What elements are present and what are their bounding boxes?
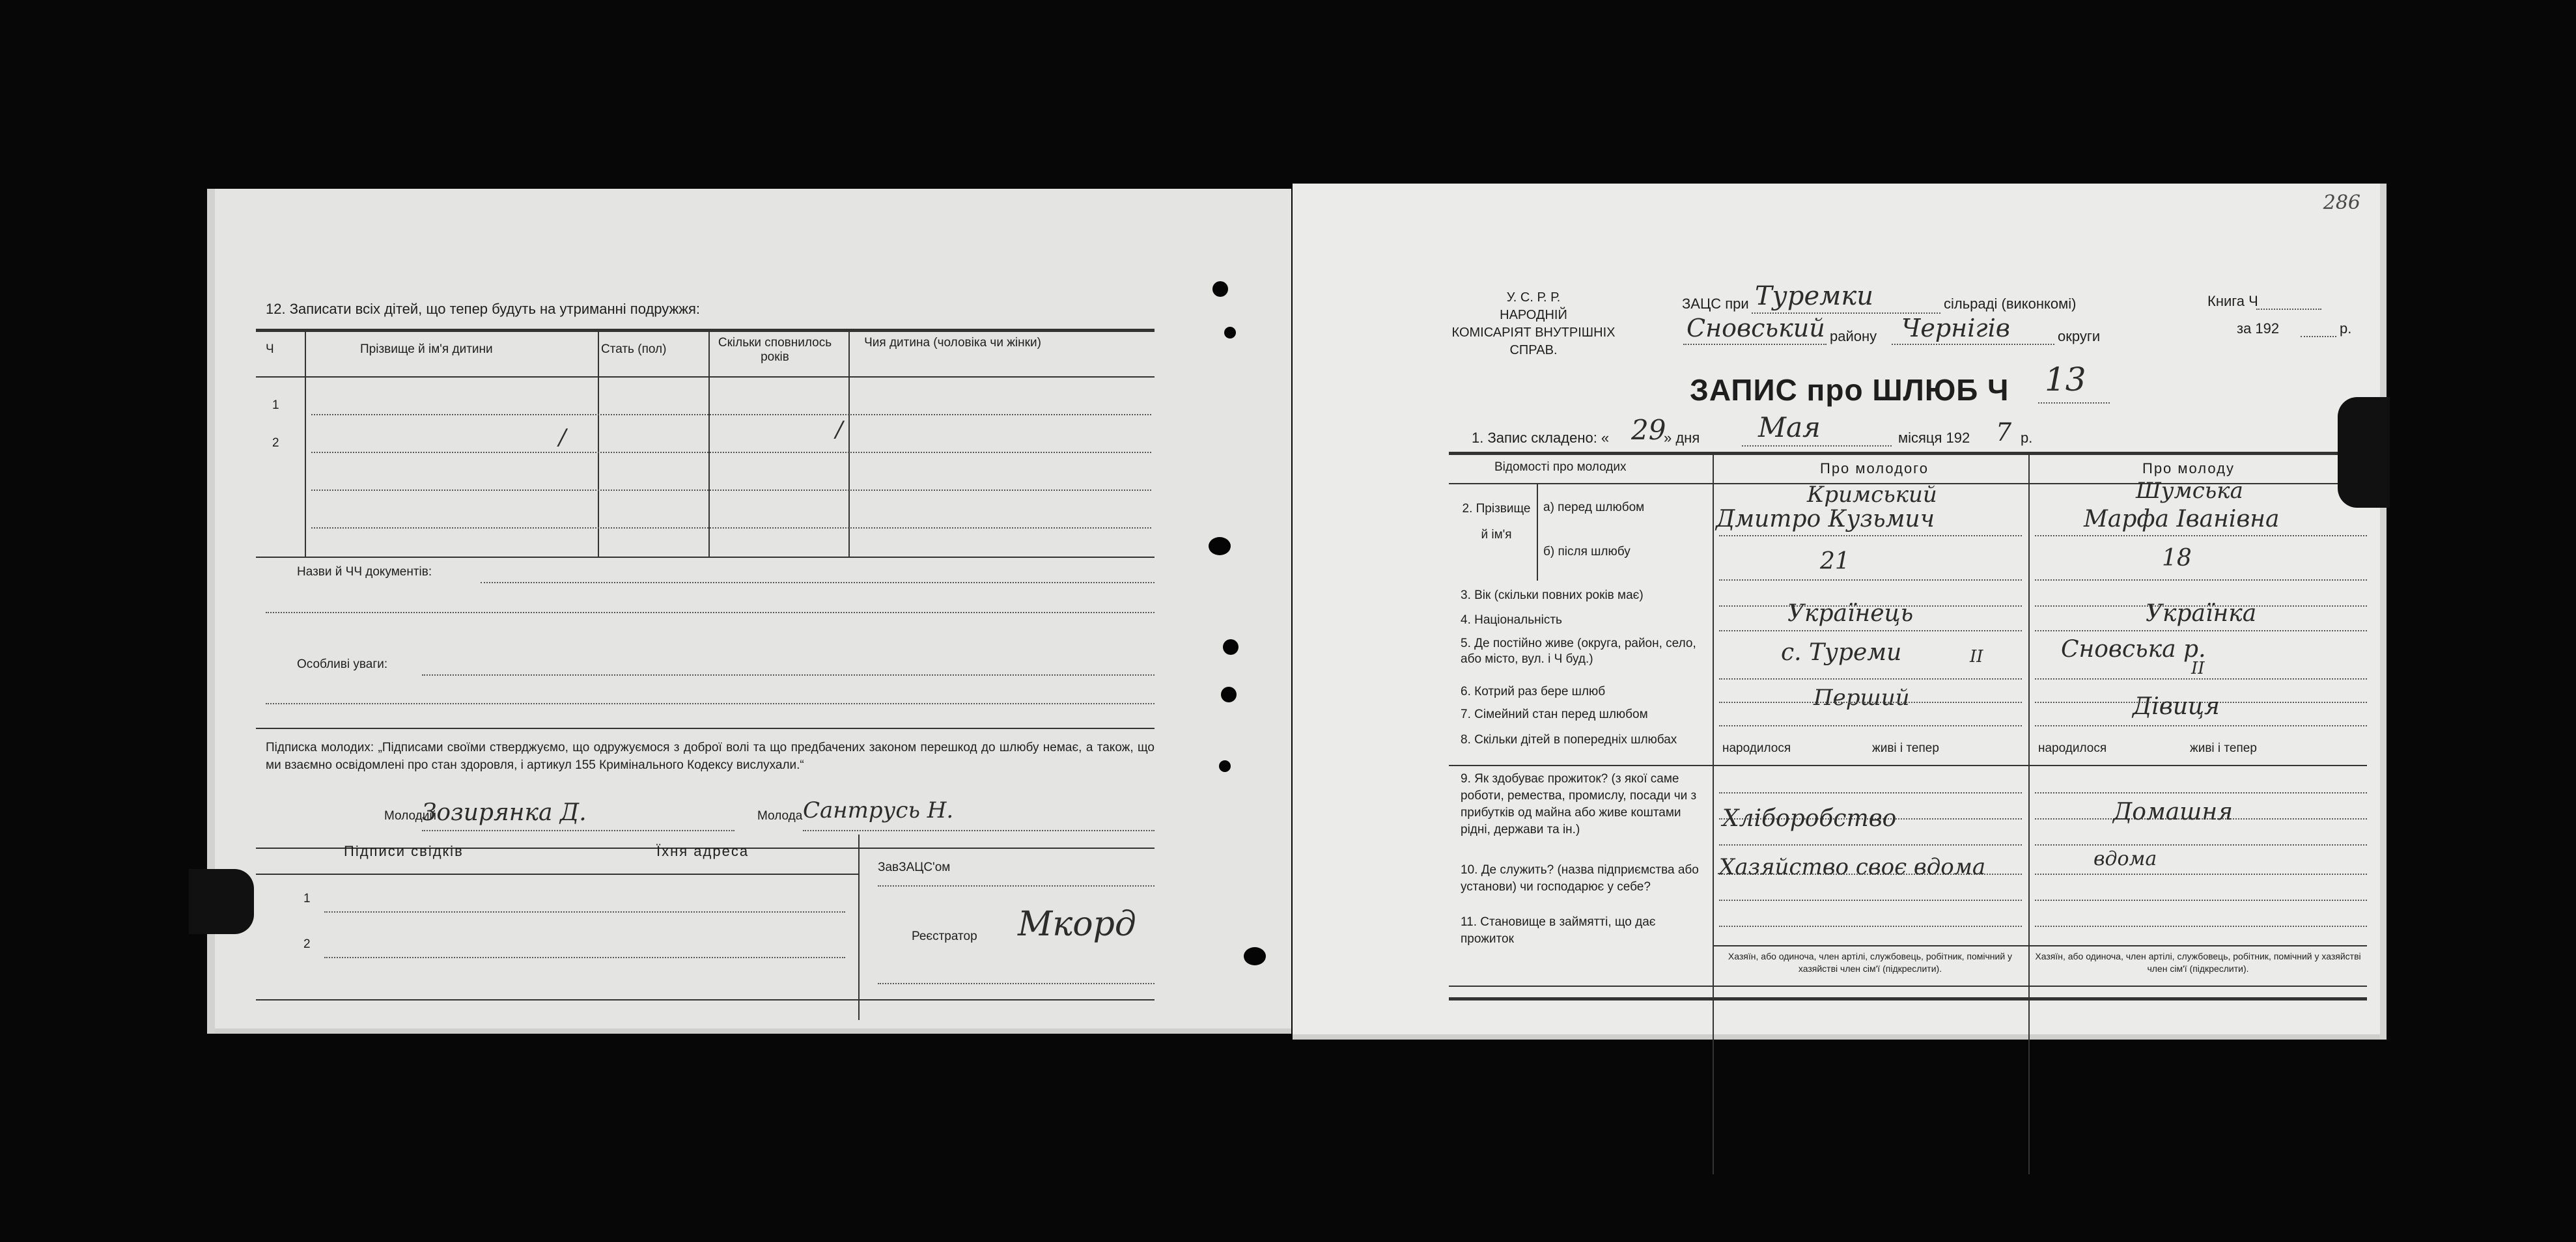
table-header-info: Відомості про молодих — [1494, 460, 1627, 474]
bride-workplace: вдома — [2093, 848, 2157, 870]
children-row-1: 1 — [272, 398, 279, 412]
children-col-age: Скільки сповнилось років — [718, 336, 832, 364]
binding-hole — [1221, 687, 1237, 702]
zags-village: Туремки — [1755, 281, 1873, 311]
binding-hole — [1219, 760, 1231, 772]
witness-signatures-label: Підписи свідків — [344, 843, 464, 859]
page-tab — [189, 869, 254, 934]
groom-residence: с. Туреми — [1781, 639, 1902, 666]
compiled-month-suffix: місяця 192 — [1898, 430, 1970, 446]
row-workplace: 10. Де служить? (назва підприємства або установи) чи господарює у себе? — [1461, 863, 1699, 894]
bride-residence: Сновська р. — [2061, 636, 2206, 663]
record-title: ЗАПИС про ШЛЮБ Ч — [1690, 373, 2009, 407]
district-suffix: району — [1830, 328, 1877, 344]
book-label: Книга Ч — [2207, 293, 2258, 309]
bride-children-born-label: народилося — [2038, 741, 2107, 755]
groom-workplace: Хазяйство своє вдома — [1719, 854, 1986, 880]
issuer-line-4: СПРАВ. — [1509, 343, 1558, 357]
groom-full-name: Дмитро Кузьмич — [1716, 506, 1935, 532]
witness-row-2: 2 — [303, 937, 311, 951]
binding-hole — [1224, 327, 1236, 338]
binding-hole — [1209, 537, 1231, 555]
groom-label: Молодий — [384, 809, 436, 823]
zags-suffix: сільраді (виконкомі) — [1944, 296, 2077, 312]
page-number: 286 — [2323, 191, 2360, 214]
year-suffix: р. — [2340, 320, 2352, 337]
children-row-2: 2 — [272, 436, 279, 450]
okrug-name: Чернігів — [1901, 314, 2010, 342]
row-marriage-count: 6. Котрий раз бере шлюб — [1461, 685, 1606, 698]
bride-employment-options: Хазяїн, або одиноча, член артілі, службовець, робітник, помічний у хазяйстві член сім'ї (підкреслити). — [2035, 951, 2361, 974]
groom-children-born-label: народилося — [1722, 741, 1791, 755]
bride-residence-mark: ІІ — [2191, 659, 2205, 678]
documents-label: Назви й ЧЧ документів: — [297, 565, 432, 579]
surname-before-label: а) перед шлюбом — [1543, 501, 1645, 514]
children-col-number: Ч — [266, 342, 274, 356]
declaration-text: Підписка молодих: „Підписами своїми стверджуємо, що одружуємося з доброї волі та що предбачених законом перешкод до шлюбу немає, а також, що ми взаємно освідомлені про стан здоровля, і артикул 155 Кримінального Кодексу вислухали.“ — [266, 741, 1155, 772]
groom-nationality: Українець — [1787, 600, 1914, 627]
notes-label: Особливі уваги: — [297, 657, 388, 671]
left-page — [207, 189, 1291, 1034]
compiled-label: 1. Запис складено: « — [1472, 430, 1610, 446]
row-livelihood: 9. Як здобуває прожиток? (з якої саме роботи, ремества, промислу, посади чи з прибутків од майна або живе коштами рідні, держави та ін.) — [1461, 772, 1697, 836]
groom-children-alive-label: живі і тепер — [1872, 741, 1939, 755]
compiled-month: Мая — [1758, 411, 1821, 443]
head-label: ЗавЗАЦС'ом — [878, 861, 951, 874]
children-col-name: Прізвище й ім'я дитини — [360, 342, 493, 356]
witness-row-1: 1 — [303, 892, 311, 905]
record-number: 13 — [2045, 361, 2086, 398]
bride-full-name: Марфа Іванівна — [2084, 506, 2280, 532]
handwritten-dash: / — [835, 417, 843, 443]
groom-residence-mark: ІІ — [1970, 647, 1983, 667]
binding-hole — [1223, 639, 1239, 655]
groom-signature: Зозирянка Д. — [422, 799, 587, 826]
district-name: Сновський — [1687, 314, 1825, 342]
row-marital-status: 7. Сімейний стан перед шлюбом — [1461, 708, 1648, 721]
issuer-line-3: КОМІСАРІЯТ ВНУТРІШНІХ — [1451, 325, 1616, 340]
bride-occupation: Домашня — [2113, 799, 2233, 825]
row-employment-status: 11. Становище в займятті, що дає прожиток — [1461, 915, 1656, 946]
witness-address-label: Їхня адреса — [656, 843, 749, 859]
issuer-header — [1436, 289, 1631, 359]
compiled-day: 29 — [1631, 414, 1666, 446]
children-col-sex: Стать (пол) — [601, 342, 667, 356]
year-label: за 192 — [2237, 320, 2280, 337]
compiled-year-suffix: р. — [2021, 430, 2033, 446]
children-col-owner: Чия дитина (чоловіка чи жінки) — [864, 336, 1041, 350]
binding-hole — [1212, 281, 1228, 297]
bride-age: 18 — [2162, 545, 2192, 572]
row-nationality: 4. Національність — [1461, 613, 1562, 627]
groom-surname-before: Кримський — [1807, 482, 1937, 508]
bride-surname-before: Шумська — [2136, 478, 2243, 504]
groom-employment-options: Хазяїн, або одиноча, член артілі, службовець, робітник, помічний у хазяйстві член сім'ї (підкреслити). — [1728, 951, 2013, 974]
bride-label: Молода — [757, 809, 803, 823]
bride-signature: Сантрусь Н. — [803, 797, 954, 823]
issuer-line-1: У. С. Р. Р. — [1506, 290, 1561, 305]
row-residence: 5. Де постійно живе (округа, район, село, або місто, вул. і Ч буд.) — [1461, 637, 1696, 666]
right-page — [1293, 184, 2387, 1040]
row-age: 3. Вік (скільки повних років має) — [1461, 588, 1644, 602]
table-header-bride: Про молоду — [2142, 460, 2235, 476]
groom-age: 21 — [1820, 548, 1850, 575]
surname-after-label: б) після шлюбу — [1543, 545, 1631, 559]
section12-title: 12. Записати всіх дітей, що тепер будуть на утриманні подружжя: — [266, 301, 700, 317]
registrar-signature: Мкорд — [1018, 905, 1136, 944]
okrug-suffix: округи — [2058, 328, 2101, 344]
binding-hole — [1244, 947, 1266, 965]
issuer-line-2: НАРОДНІЙ — [1500, 308, 1567, 322]
zags-prefix: ЗАЦС при — [1682, 296, 1749, 312]
row-children: 8. Скільки дітей в попередніх шлюбах — [1461, 733, 1677, 747]
handwritten-dash: / — [559, 424, 567, 450]
surname-label: 2. Прізвище й ім'я — [1462, 502, 1531, 542]
groom-marriage-number: Перший — [1813, 685, 1910, 711]
bride-nationality: Українка — [2146, 600, 2257, 627]
page-tab — [2338, 397, 2390, 508]
table-header-groom: Про молодого — [1820, 460, 1929, 476]
groom-occupation: Хліборобство — [1722, 805, 1897, 832]
compiled-day-suffix: » дня — [1664, 430, 1700, 446]
compiled-year: 7 — [1996, 418, 2012, 447]
registrar-label: Реєстратор — [912, 930, 977, 943]
bride-children-alive-label: живі і тепер — [2190, 741, 2257, 755]
bride-status: Дівиця — [2133, 693, 2220, 720]
